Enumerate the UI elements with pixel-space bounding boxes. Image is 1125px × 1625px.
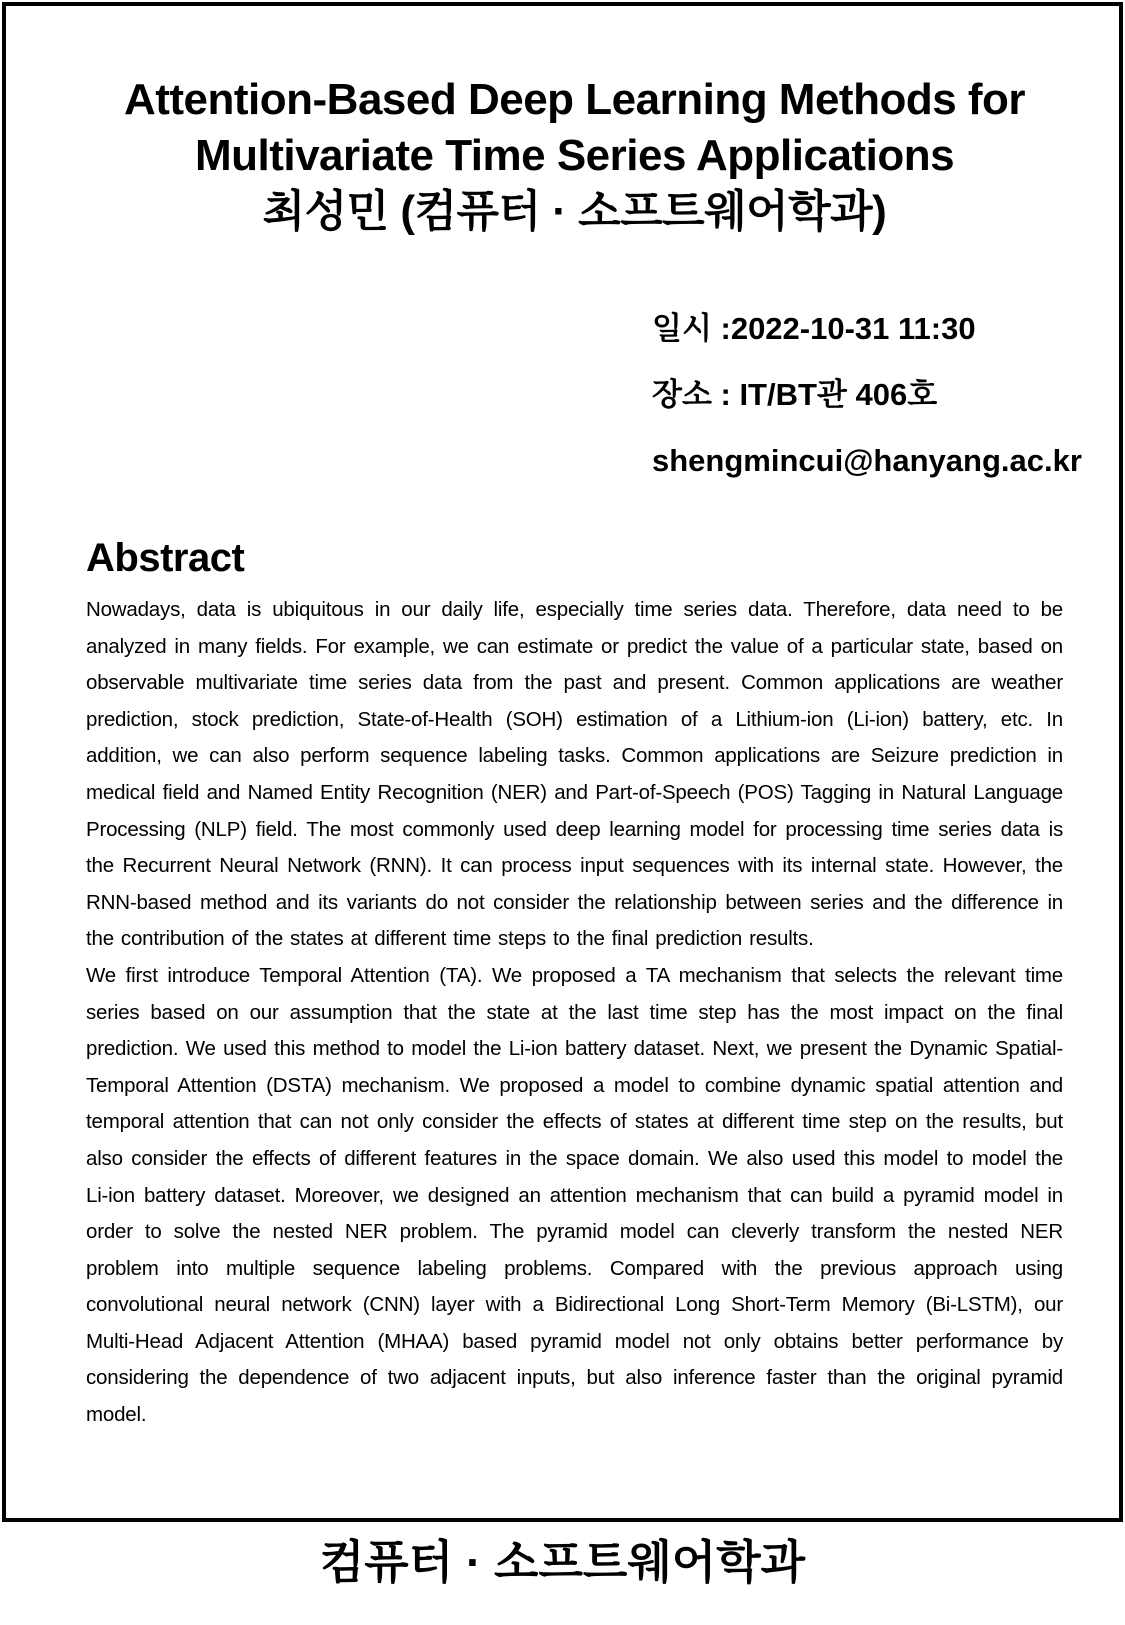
seminar-title-line-1: Attention-Based Deep Learning Methods for xyxy=(123,75,1026,124)
abstract-paragraph-2: We first introduce Temporal Attention (TA). We proposed a TA mechanism that selects the relevant time series based on our assumption that the state at the last time step has the most impact on the final prediction. We used this method to model the Li-ion battery dataset. Next, we present the Dynamic Spatial-Temporal Attention (DSTA) mechanism. We proposed a model to combine dynamic spatial attention and temporal attention that can not only consider the effects of states at different time step on the results, but also consider the effects of different features in the space domain. We also used this model to model the Li-ion battery dataset. Moreover, we designed an attention mechanism that can build a pyramid model in order to solve the nested NER problem. The pyramid model can cleverly transform the nested NER problem into multiple sequence labeling problems. Compared with the previous approach using convolutional neural network (CNN) layer with a Bidirectional Long Short-Term Memory (Bi-LSTM), our Multi-Head Adjacent Attention (MHAA) based pyramid model not only obtains better performance by considering the dependence of two adjacent inputs, but also inference faster than the original pyramid model. xyxy=(86,963,1063,1427)
title-block xyxy=(86,72,1063,240)
department-footer: 컴퓨터 · 소프트웨어학과 xyxy=(319,1536,806,1588)
speaker-name-and-department: 최성민 (컴퓨터 · 소프트웨어학과) xyxy=(262,187,887,236)
speaker-email: shengmincui@hanyang.ac.kr xyxy=(652,443,1082,478)
event-location: 장소 : IT/BT관 406호 xyxy=(652,377,938,412)
poster-frame xyxy=(2,2,1123,1522)
abstract-paragraph-1: Nowadays, data is ubiquitous in our daily life, especially time series data. Therefore, data need to be analyzed in many fields. For example, we can estimate or predict the value of a particular state, based on observable multivariate time series data from the past and present. Common applications are weather prediction, stock prediction, State-of-Health (SOH) estimation of a Lithium-ion (Li-ion) battery, etc. In addition, we can also perform sequence labeling tasks. Common applications are Seizure prediction in medical field and Named Entity Recognition (NER) and Part-of-Speech (POS) Tagging in Natural Language Processing (NLP) field. The most commonly used deep learning model for processing time series data is the Recurrent Neural Network (RNN). It can process input sequences with its internal state. However, the RNN-based method and its variants do not consider the relationship between series and the difference in the contribution of the states at different time steps to the final prediction results. xyxy=(86,598,1063,951)
abstract-heading: Abstract xyxy=(86,536,245,580)
event-info-block xyxy=(652,296,1082,494)
event-datetime: 일시 :2022-10-31 11:30 xyxy=(652,311,976,346)
seminar-title-line-2: Multivariate Time Series Applications xyxy=(194,131,955,180)
